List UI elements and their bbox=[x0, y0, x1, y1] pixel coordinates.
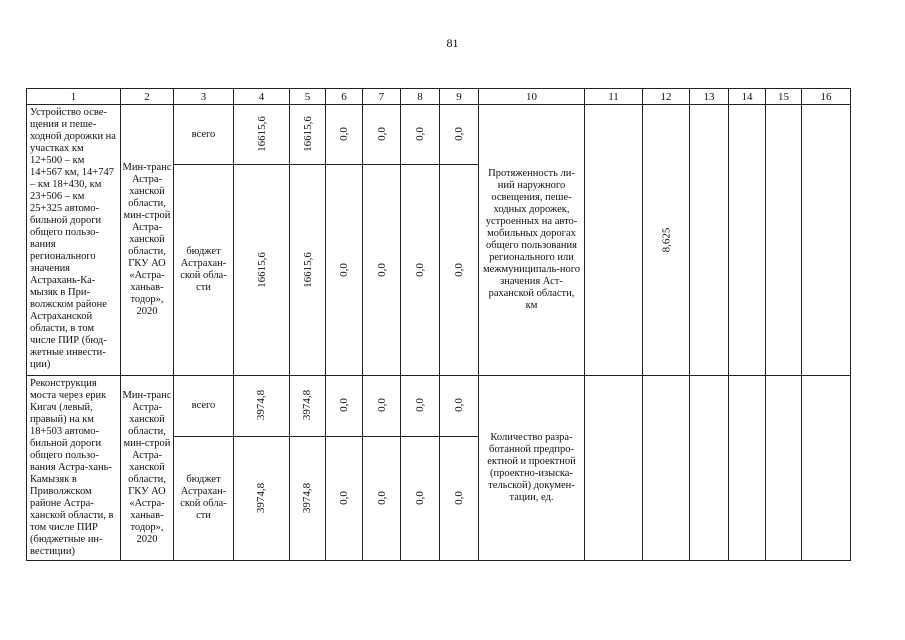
amount-year: 0,0 bbox=[375, 262, 388, 277]
col-header: 7 bbox=[363, 89, 401, 105]
empty-cell bbox=[690, 376, 729, 561]
amount-year: 0,0 bbox=[453, 491, 465, 505]
table-row bbox=[27, 376, 851, 437]
amount-year: 0,0 bbox=[338, 262, 350, 277]
empty-cell bbox=[729, 105, 766, 376]
col-header: 16 bbox=[802, 89, 851, 105]
executor: Мин-транс Астра-ханской области, мин-строй Астра-ханской области, ГКУ АО «Астра-ханьав-тодор», 2020 bbox=[121, 376, 174, 561]
page-number: 81 bbox=[446, 36, 459, 50]
funding-source: всего bbox=[174, 376, 234, 437]
indicator-value: 8,625 bbox=[660, 227, 672, 252]
amount-year: 0,0 bbox=[338, 491, 350, 505]
col-header: 9 bbox=[440, 89, 479, 105]
empty-cell bbox=[802, 105, 851, 376]
col-header: 14 bbox=[729, 89, 766, 105]
empty-cell bbox=[690, 105, 729, 376]
empty-cell bbox=[766, 105, 802, 376]
funding-source: бюджет Астрахан-ской обла-сти bbox=[174, 165, 234, 376]
indicator-value bbox=[585, 105, 643, 376]
col-header: 8 bbox=[401, 89, 440, 105]
amount-total: 16615,6 bbox=[255, 116, 268, 152]
table-row bbox=[27, 105, 851, 165]
amount-year: 0,0 bbox=[453, 398, 465, 413]
col-header: 1 bbox=[27, 89, 121, 105]
col-header: 12 bbox=[643, 89, 690, 105]
empty-cell bbox=[802, 376, 851, 561]
amount-year: 0,0 bbox=[414, 262, 426, 277]
col-header: 6 bbox=[326, 89, 363, 105]
amount-year: 0,0 bbox=[338, 127, 350, 141]
empty-cell bbox=[729, 376, 766, 561]
amount-year: 16615,6 bbox=[301, 251, 314, 288]
col-header: 4 bbox=[234, 89, 290, 105]
amount-year: 0,0 bbox=[338, 398, 350, 413]
indicator-value bbox=[585, 376, 643, 561]
program-table bbox=[26, 88, 851, 561]
measure-name: Реконструкция моста через ерик Кигач (левый, правый) на км 18+503 автомо-бильной дороги общего пользо-вания Астра-хань-Камызяк в Приволжском районе Астра-ханской области, в том числе ПИР (бюджетные ин-вестиции) bbox=[27, 376, 121, 561]
header-row bbox=[27, 89, 851, 105]
executor: Мин-транс Астра-ханской области, мин-строй Астра-ханской области, ГКУ АО «Астра-ханьав-тодор», 2020 bbox=[121, 105, 174, 376]
col-header: 13 bbox=[690, 89, 729, 105]
amount-year: 0,0 bbox=[375, 491, 388, 505]
amount-year: 0,0 bbox=[375, 398, 388, 413]
measure-name: Устройство осве-щения и пеше-ходной дорожки на участках км 12+500 – км 14+567 км, 14+747 – км 18+430, км 23+506 – км 25+325 автомо-бильной дороги общего пользо-вания регионального значения Астрахань-Ка-мызяк в При-волжском районе Астраханской области, в том числе ПИР (бюд-жетные инвести-ции) bbox=[27, 105, 121, 376]
amount-year: 16615,6 bbox=[301, 116, 314, 152]
amount-total: 3974,8 bbox=[255, 482, 268, 514]
amount-year: 0,0 bbox=[453, 127, 465, 141]
col-header: 5 bbox=[290, 89, 326, 105]
col-header: 15 bbox=[766, 89, 802, 105]
funding-source: бюджет Астрахан-ской обла-сти bbox=[174, 436, 234, 560]
indicator-value bbox=[643, 376, 690, 561]
amount-year: 3974,8 bbox=[301, 482, 314, 514]
amount-year: 0,0 bbox=[414, 398, 426, 413]
amount-total: 16615,6 bbox=[255, 251, 268, 288]
amount-year: 0,0 bbox=[453, 262, 465, 277]
funding-source: всего bbox=[174, 105, 234, 165]
indicator-name: Количество разра-ботанной предпро-ектной и проектной (проектно-изыска-тельской) докумен-тации, ед. bbox=[479, 376, 585, 561]
amount-year: 0,0 bbox=[414, 127, 426, 141]
amount-total: 3974,8 bbox=[255, 390, 268, 421]
col-header: 3 bbox=[174, 89, 234, 105]
col-header: 11 bbox=[585, 89, 643, 105]
col-header: 10 bbox=[479, 89, 585, 105]
amount-year: 0,0 bbox=[375, 127, 388, 141]
indicator-name: Протяженность ли-ний наружного освещения, пеше-ходных дорожек, устроенных на авто-мобильных дорогах общего пользования регионального или межмуниципаль-ного значения Аст-раханской области, км bbox=[479, 105, 585, 376]
col-header: 2 bbox=[121, 89, 174, 105]
amount-year: 0,0 bbox=[414, 491, 426, 505]
amount-year: 3974,8 bbox=[301, 390, 314, 421]
empty-cell bbox=[766, 376, 802, 561]
